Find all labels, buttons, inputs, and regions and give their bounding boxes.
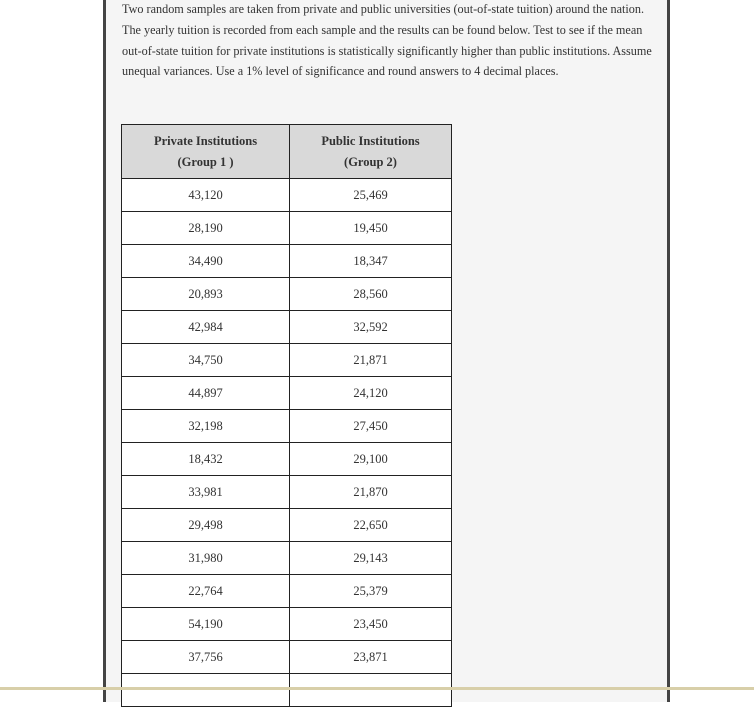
private-cell: 54,190 (122, 608, 290, 641)
public-header-group: (Group 2) (344, 154, 397, 169)
private-cell: 37,756 (122, 641, 290, 674)
table-row (122, 575, 452, 608)
table-row (122, 311, 452, 344)
public-cell: 23,871 (290, 641, 452, 674)
public-cell: 19,450 (290, 212, 452, 245)
private-cell: 33,981 (122, 476, 290, 509)
private-cell: 29,498 (122, 509, 290, 542)
public-cell: 23,450 (290, 608, 452, 641)
private-cell: 31,980 (122, 542, 290, 575)
table-row (122, 542, 452, 575)
public-cell: 24,120 (290, 377, 452, 410)
private-cell: 32,198 (122, 410, 290, 443)
private-header-group: (Group 1 ) (177, 154, 234, 169)
private-cell: 34,750 (122, 344, 290, 377)
public-cell: 29,100 (290, 443, 452, 476)
table-row (122, 410, 452, 443)
public-cell: 18,347 (290, 245, 452, 278)
private-cell: 20,893 (122, 278, 290, 311)
public-cell: 25,379 (290, 575, 452, 608)
private-header (122, 125, 290, 179)
table-row (122, 245, 452, 278)
table-row (122, 179, 452, 212)
table-row (122, 443, 452, 476)
public-cell: 25,469 (290, 179, 452, 212)
private-cell: 22,764 (122, 575, 290, 608)
private-cell: 44,897 (122, 377, 290, 410)
question-text: Two random samples are taken from private and public universities (out-of-state tuition) around the nation. The yearly tuition is recorded from each sample and the results can be found below. Test to see if the mean out-of-state tuition for private institutions is statistically significantly higher than public institutions. Assume unequal variances. Use a 1% level of significance and round answers to 4 decimal places. (122, 2, 652, 79)
private-cell: 18,432 (122, 443, 290, 476)
table-row (122, 476, 452, 509)
table-header-row (122, 125, 452, 179)
public-header (290, 125, 452, 179)
private-cell: 42,984 (122, 311, 290, 344)
public-header-title: Public Institutions (321, 133, 420, 148)
public-cell: 32,592 (290, 311, 452, 344)
table-row (122, 278, 452, 311)
table-row (122, 377, 452, 410)
public-cell: 29,143 (290, 542, 452, 575)
public-cell: 28,560 (290, 278, 452, 311)
public-cell: 22,650 (290, 509, 452, 542)
table-row (122, 674, 452, 707)
private-cell: 43,120 (122, 179, 290, 212)
table-row (122, 344, 452, 377)
question-panel (103, 0, 670, 702)
tuition-table (121, 124, 452, 707)
table-row (122, 641, 452, 674)
table-row (122, 608, 452, 641)
public-cell: 21,870 (290, 476, 452, 509)
public-cell (290, 674, 452, 707)
table-row (122, 212, 452, 245)
table-row (122, 509, 452, 542)
public-cell: 27,450 (290, 410, 452, 443)
private-cell: 28,190 (122, 212, 290, 245)
private-cell (122, 674, 290, 707)
private-header-title: Private Institutions (153, 133, 258, 148)
private-cell: 34,490 (122, 245, 290, 278)
public-cell: 21,871 (290, 344, 452, 377)
